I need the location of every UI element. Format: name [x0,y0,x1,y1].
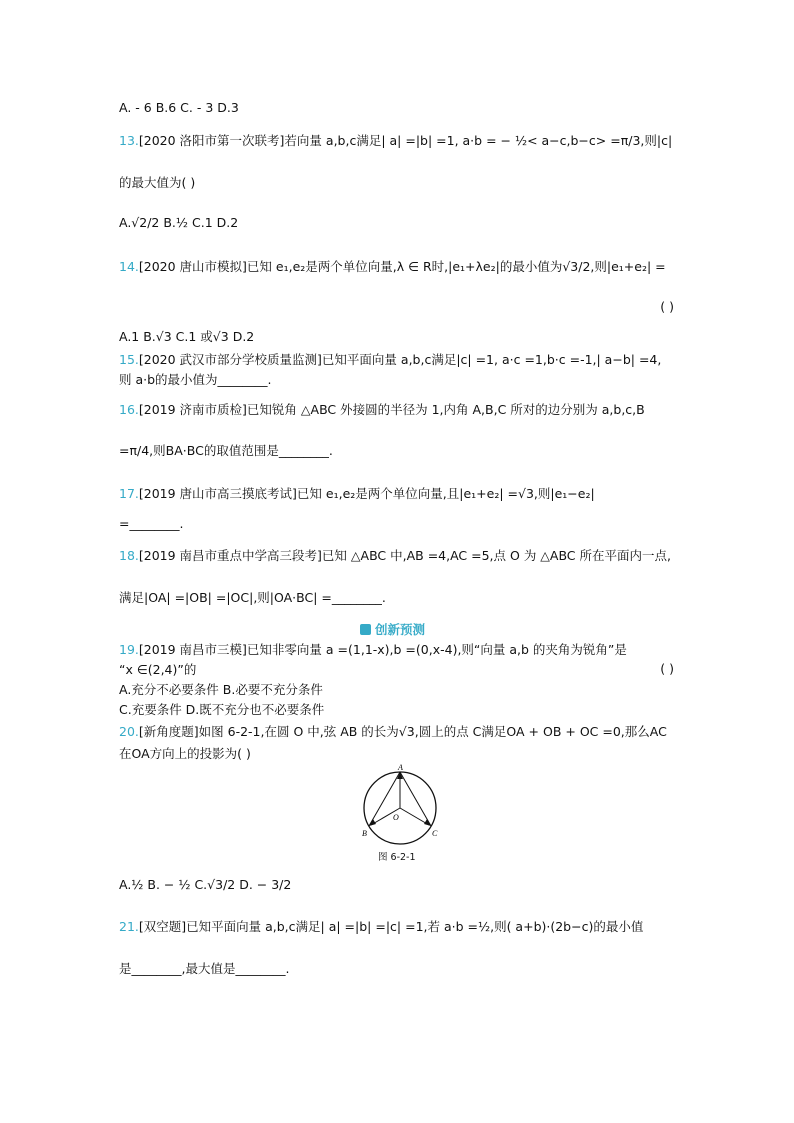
question-number: 19. [119,642,139,657]
question-text: [2020 洛阳市第一次联考]若向量 a,b,c满足| a| =|b| =1, a·b = − ½< a−c,b−c> =π/3,则|c| [138,133,673,148]
arrow-c [424,819,431,826]
question-number: 14. [119,259,139,274]
question-21-cont: 是________,最大值是________. [119,961,290,976]
label-a: A [398,763,403,772]
label-b: B [362,829,367,838]
question-19 [119,641,627,659]
question-13-cont: 的最大值为( ) [119,175,196,190]
question-text: [新角度题]如图 6-2-1,在圆 O 中,弦 AB 的长为√3,圆上的点 C满足OA + OB + OC =0,那么AC [138,724,667,739]
question-15 [119,351,661,369]
label-c: C [432,829,438,838]
question-number: 17. [119,486,139,501]
label-o: O [393,813,399,822]
circle-diagram [355,763,445,853]
question-16 [119,401,645,419]
question-13 [119,132,672,150]
q20-options: A.½ B. − ½ C.√3/2 D. − 3/2 [119,877,292,892]
question-17 [119,485,595,503]
question-number: 20. [119,724,139,739]
question-17-cont: =________. [119,516,184,531]
answer-paren: ( ) [660,661,674,676]
question-text: [2020 唐山市模拟]已知 e₁,e₂是两个单位向量,λ ∈ R时,|e₁+λe₂|的最小值为√3/2,则|e₁+e₂| = [138,259,666,274]
question-number: 13. [119,133,139,148]
chord-ac [400,772,431,826]
q19-options-cd: C.充要条件 D.既不充分也不必要条件 [119,702,325,717]
q12-options: A. - 6 B.6 C. - 3 D.3 [119,100,239,115]
question-text: [2019 唐山市高三摸底考试]已知 e₁,e₂是两个单位向量,且|e₁+e₂| =√3,则|e₁−e₂| [138,486,595,501]
question-14 [119,258,666,276]
section-header [360,621,425,637]
question-number: 21. [119,919,139,934]
q14-options: A.1 B.√3 C.1 或√3 D.2 [119,329,255,344]
question-18 [119,547,671,565]
question-text: [2019 济南市质检]已知锐角 △ABC 外接圆的半径为 1,内角 A,B,C 所对的边分别为 a,b,c,B [138,402,645,417]
question-20 [119,723,667,741]
question-15-cont: 则 a·b的最小值为________. [119,372,272,387]
question-text: [2019 南昌市三模]已知非零向量 a =(1,1-x),b =(0,x-4),则“向量 a,b 的夹角为锐角”是 [138,642,627,657]
figure-caption: 图 6-2-1 [378,852,416,863]
question-18-cont: 满足|OA| =|OB| =|OC|,则|OA·BC| =________. [119,590,386,605]
vector-oc [400,808,429,825]
arrow-b [369,819,376,826]
q13-options: A.√2/2 B.½ C.1 D.2 [119,215,239,230]
question-16-cont: =π/4,则BA·BC的取值范围是________. [119,443,333,458]
question-number: 18. [119,548,139,563]
q19-options-ab: A.充分不必要条件 B.必要不充分条件 [119,682,323,697]
question-text: [2020 武汉市部分学校质量监测]已知平面向量 a,b,c满足|c| =1, a·c =1,b·c =-1,| a−b| =4, [138,352,662,367]
section-title: 创新预测 [375,622,426,637]
answer-paren: ( ) [660,299,674,314]
question-number: 16. [119,402,139,417]
section-icon [360,624,371,635]
question-text: [2019 南昌市重点中学高三段考]已知 △ABC 中,AB =4,AC =5,点 O 为 △ABC 所在平面内一点, [138,548,671,563]
question-19-cont: “x ∈(2,4)”的 [119,662,197,677]
question-text: [双空题]已知平面向量 a,b,c满足| a| =|b| =|c| =1,若 a·b =½,则( a+b)·(2b−c)的最小值 [138,919,644,934]
question-21 [119,918,643,936]
question-20-cont: 在OA方向上的投影为( ) [119,746,251,761]
question-number: 15. [119,352,139,367]
